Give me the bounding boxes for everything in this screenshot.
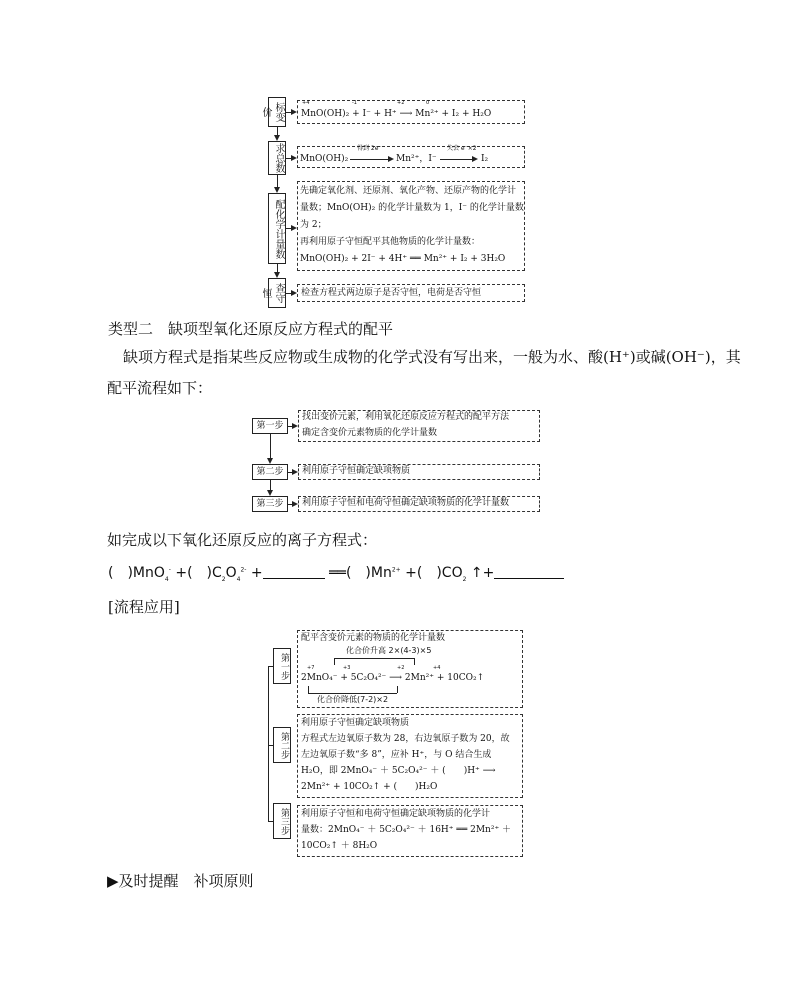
flow1-row3-line: 量数；MnO(OH)₂ 的化学计量数为 1，I⁻ 的化学计量数 bbox=[300, 203, 524, 213]
blank-1[interactable] bbox=[263, 566, 325, 579]
eq-term: +( )CO bbox=[405, 565, 463, 581]
eq-sup: 2- bbox=[240, 566, 247, 574]
eq-sub: 2 bbox=[462, 575, 467, 583]
section-heading: 类型二 缺项型氧化还原反应方程式的配平 bbox=[108, 320, 394, 338]
paragraph-line: 缺项方程式是指某些反应物或生成物的化学式没有写出来，一般为水、酸(H⁺)或碱(OH⁻)，其 bbox=[123, 348, 741, 366]
flow1-row2-right: I₂ bbox=[481, 154, 489, 164]
eq-sub: 4 bbox=[236, 575, 241, 583]
flow3-step-1: 第一步 bbox=[273, 648, 291, 684]
eq-sup: - bbox=[168, 566, 171, 574]
ox-state: +3 bbox=[343, 665, 351, 671]
flow3-box1-equation: 2MnO₄⁻ + 5C₂O₄²⁻ ⟶ 2Mn²⁺ + 10CO₂↑ bbox=[301, 673, 485, 683]
eq-sub: 2 bbox=[221, 575, 226, 583]
flow2-text: 利用原子守恒和电荷守恒确定缺项物质的化学计量数 bbox=[302, 498, 510, 508]
flow1-row4-text: 检查方程式两边原子是否守恒，电荷是否守恒 bbox=[301, 288, 482, 298]
flow1-row2-arrow2-label: 失去 e⁻×2 bbox=[447, 145, 477, 152]
paragraph-line: 如完成以下氧化还原反应的离子方程式： bbox=[107, 531, 378, 549]
blank-2[interactable] bbox=[494, 566, 564, 579]
ionic-equation bbox=[108, 563, 564, 583]
eq-term: O bbox=[225, 565, 237, 581]
flow3-box3-line: 10CO₂↑ ＋ 8H₂O bbox=[301, 841, 378, 851]
flow1-label-4: 查守恒 bbox=[268, 278, 286, 308]
flow3-box2-line: 左边氧原子数“多 8”，应补 H⁺，与 O 结合生成 bbox=[301, 750, 492, 760]
paragraph-line: 配平流程如下： bbox=[107, 379, 213, 397]
reminder-heading: ▶及时提醒 补项原则 bbox=[107, 872, 254, 890]
flow1-row1-equation: MnO(OH)₂ + I⁻ + H⁺ ⟶ Mn²⁺ + I₂ + H₂O bbox=[301, 109, 492, 119]
ox-state: +4 bbox=[302, 100, 310, 106]
eq-term: ( )MnO bbox=[108, 565, 165, 581]
flow3-box1-down: 化合价降低(7-2)×2 bbox=[317, 695, 389, 704]
eq-term: + bbox=[250, 565, 263, 581]
flow2-step-1: 第一步 bbox=[252, 418, 288, 434]
eq-sup: 2+ bbox=[391, 566, 401, 574]
ox-state: -1 bbox=[352, 100, 357, 106]
flow3-box2-line: 2Mn²⁺ + 10CO₂↑ + ( )H₂O bbox=[301, 782, 438, 792]
flow3-box2-line: 方程式左边氧原子数为 28，右边氧原子数为 20，故 bbox=[301, 734, 510, 744]
flow3-box3-line: 量数：2MnO₄⁻ ＋ 5C₂O₄²⁻ ＋ 16H⁺ ══ 2Mn²⁺ ＋ bbox=[301, 825, 512, 835]
flow2-text: 确定含变价元素物质的化学计量数 bbox=[302, 428, 438, 438]
flow3-box1-title: 配平含变价元素的物质的化学计量数 bbox=[301, 633, 446, 643]
flow1-row2-left: MnO(OH)₂ bbox=[300, 154, 349, 164]
flow3-box2-line: H₂O，即 2MnO₄⁻ ＋ 5C₂O₄²⁻ ＋ ( )H⁺ ⟶ bbox=[301, 766, 496, 776]
eq-term: ══( )Mn bbox=[329, 565, 392, 581]
flow1-row3-line: 再利用原子守恒配平其他物质的化学计量数： bbox=[300, 237, 481, 247]
flow1-row2-mid: Mn²⁺，I⁻ bbox=[396, 154, 437, 164]
flow3-box3-line: 利用原子守恒和电荷守恒确定缺项物质的化学计 bbox=[301, 809, 491, 819]
eq-term: ↑+ bbox=[470, 565, 495, 581]
flow3-box1-up: 化合价升高 2×(4-3)×5 bbox=[346, 646, 432, 655]
ox-state: +2 bbox=[397, 665, 405, 671]
section-label: [流程应用] bbox=[108, 598, 180, 616]
flow2-step-2: 第二步 bbox=[252, 464, 288, 480]
flow1-row3-line: 先确定氧化剂、还原剂、氧化产物、还原产物的化学计 bbox=[300, 186, 517, 196]
flow1-row3-line: MnO(OH)₂ + 2I⁻ + 4H⁺ ══ Mn²⁺ + I₂ + 3H₂O bbox=[300, 254, 506, 264]
eq-term: +( )C bbox=[175, 565, 222, 581]
flow1-label-3: 配化学计量数 bbox=[268, 193, 286, 264]
ox-state: +4 bbox=[433, 665, 441, 671]
flow2-text: 找出变价元素，利用氧化还原反应方程式的配平方法 bbox=[302, 412, 510, 422]
ox-state: 0 bbox=[426, 100, 430, 106]
ox-state: +7 bbox=[307, 665, 315, 671]
flow1-row3-line: 为 2； bbox=[300, 220, 327, 230]
flow2-text: 利用原子守恒确定缺项物质 bbox=[302, 466, 411, 476]
ox-state: +2 bbox=[397, 100, 405, 106]
flow3-box2-line: 利用原子守恒确定缺项物质 bbox=[301, 718, 410, 728]
flow1-label-2: 求总数 bbox=[268, 141, 286, 175]
eq-sub: 4 bbox=[164, 575, 169, 583]
flow3-step-2: 第二步 bbox=[273, 727, 291, 763]
flow1-label-1: 标变价 bbox=[268, 97, 286, 127]
flow3-step-3: 第三步 bbox=[273, 803, 291, 839]
flow1-row2-arrow1-label: 得到 2e⁻ bbox=[357, 145, 382, 152]
flow2-step-3: 第三步 bbox=[252, 496, 288, 512]
